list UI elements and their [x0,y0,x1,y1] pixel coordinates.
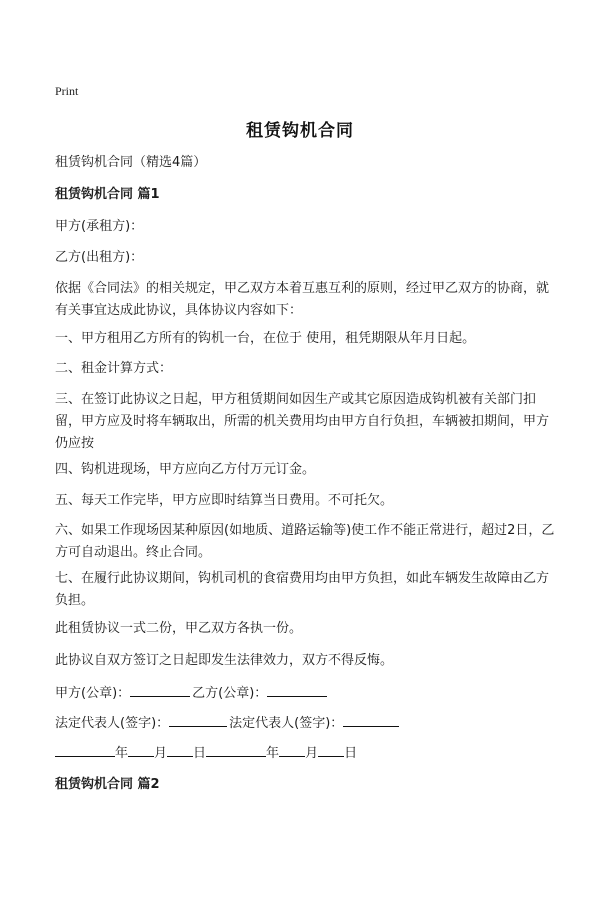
clause-3: 三、在签订此协议之日起，甲方租赁期间如因生产或其它原因造成钩机被有关部门扣留，甲方应及时将车辆取出，所需的机关费用均由甲方自行负担，车辆被扣期间，甲方仍应按 [55,392,550,451]
date-b-year-unit: 年 [266,746,280,761]
party-b-seal-label: 乙方(公章)： [192,686,268,701]
date-b-day-blank [318,742,344,757]
clause-5: 五、每天工作完毕，甲方应即时结算当日费用。不可托欠。 [55,493,394,508]
date-b-year-blank [206,742,266,757]
party-a-label: 甲方(承租方)： [55,219,144,234]
clause-6: 六、如果工作现场因某种原因(如地质、道路运输等)使工作不能正常进行，超过2日，乙方可自动退出。终止合同。 [55,523,555,560]
copies-paragraph: 此租赁协议一式二份，甲乙双方各执一份。 [55,621,303,636]
seal-signature-line [55,682,555,705]
date-line [55,742,555,765]
party-a-seal-blank [130,682,190,697]
clause-7: 七、在履行此协议期间，钩机司机的食宿费用均由甲方负担，如此车辆发生故障由乙方负担。 [55,571,550,608]
clause-1: 一、甲方租用乙方所有的钩机一台，在位于 使用，租凭期限从年月日起。 [55,331,476,346]
party-a-rep-label: 法定代表人(签字)： [55,716,170,731]
document-title: 租赁钩机合同 [246,121,354,141]
date-b-day-unit: 日 [344,746,358,761]
party-b-seal-blank [267,682,327,697]
date-b-month-blank [279,742,305,757]
date-a-day-unit: 日 [193,746,207,761]
document-subtitle: 租赁钩机合同（精选4篇） [55,155,207,170]
date-a-month-unit: 月 [154,746,168,761]
clause-4: 四、钩机进现场，甲方应向乙方付万元订金。 [55,462,316,477]
print-label[interactable]: Print [55,84,79,98]
party-a-rep-blank [169,712,227,727]
section-heading-2: 租赁钩机合同 篇2 [55,777,160,792]
clause-2: 二、租金计算方式： [55,361,173,376]
rep-signature-line [55,712,555,735]
effect-paragraph: 此协议自双方签订之日起即发生法律效力，双方不得反悔。 [55,653,394,668]
party-b-rep-blank [343,712,399,727]
intro-paragraph: 依据《合同法》的相关规定，甲乙双方本着互惠互利的原则，经过甲乙双方的协商，就有关事宜达成此协议，具体协议内容如下： [55,281,550,318]
date-a-year-blank [55,742,115,757]
section-heading-1: 租赁钩机合同 篇1 [55,187,160,202]
date-a-month-blank [128,742,154,757]
party-a-seal-label: 甲方(公章)： [55,686,131,701]
date-a-year-unit: 年 [115,746,129,761]
date-b-month-unit: 月 [305,746,319,761]
party-b-label: 乙方(出租方)： [55,250,144,265]
party-b-rep-label: 法定代表人(签字)： [229,716,344,731]
date-a-day-blank [167,742,193,757]
